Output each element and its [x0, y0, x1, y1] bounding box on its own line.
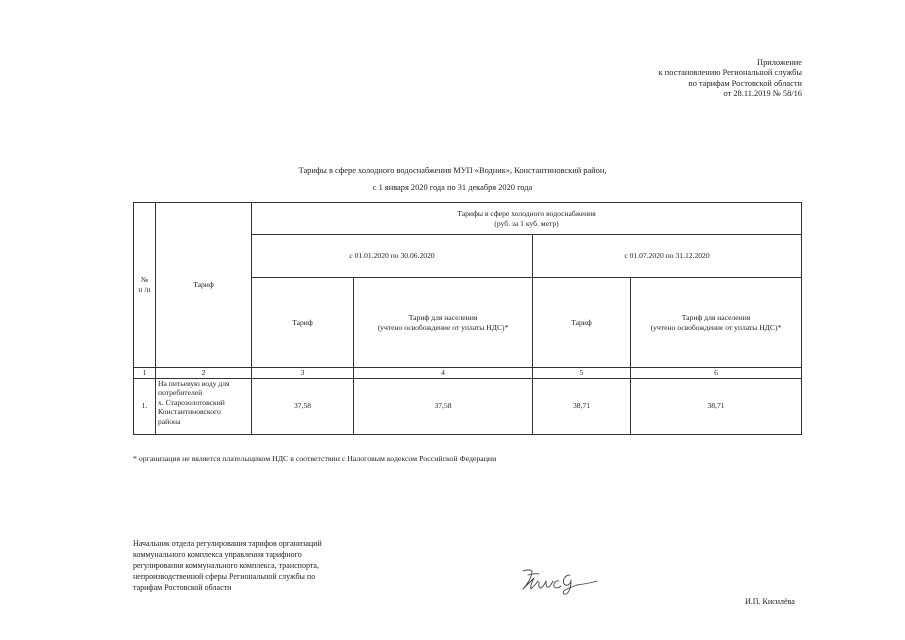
- document-title-line2: с 1 января 2020 года по 31 декабря 2020 года: [372, 183, 533, 192]
- footnote: * организация не является плательщиком НДС в соответствии с Налоговым кодексом Российской Федерации: [133, 454, 497, 463]
- appendix-line: от 28.11.2019 № 58/16: [723, 89, 802, 99]
- column-index: 6: [631, 368, 802, 379]
- column-index: 3: [252, 368, 354, 379]
- header-period-1: с 01.01.2020 по 30.06.2020: [252, 235, 533, 278]
- row-number: 1.: [134, 378, 156, 434]
- column-index: 1: [134, 368, 156, 379]
- value-cell: 38,71: [533, 378, 631, 434]
- value-cell: 38,71: [631, 378, 802, 434]
- value-cell: 37,58: [252, 378, 354, 434]
- header-number: № п /п: [134, 203, 156, 368]
- tariff-table: [133, 202, 802, 435]
- row-name: На питьевую воду для потребителей х. Старозолотовский Константиновского района: [156, 378, 252, 434]
- value-cell: 37,58: [354, 378, 533, 434]
- header-period-2: с 01.07.2020 по 31.12.2020: [533, 235, 802, 278]
- column-index: 2: [156, 368, 252, 379]
- appendix-line: Приложение: [757, 58, 802, 67]
- document-title-line1: Тарифы в сфере холодного водоснабжения МУП «Водник», Константиновский район,: [298, 166, 607, 175]
- column-index: 5: [533, 368, 631, 379]
- subheader-tariff: Тариф: [533, 278, 631, 368]
- subheader-population: Тариф для населения (учтено освобождение от уплаты НДС)*: [354, 278, 533, 368]
- signature-image: [517, 562, 601, 596]
- table-row: [134, 378, 802, 434]
- appendix-line: по тарифам Ростовской области: [688, 78, 802, 88]
- column-index: 4: [354, 368, 533, 379]
- subheader-population: Тариф для населения (учтено освобождение от уплаты НДС)*: [631, 278, 802, 368]
- header-group: Тарифы в сфере холодного водоснабжения (руб. за 1 куб. метр): [252, 203, 802, 235]
- subheader-tariff: Тариф: [252, 278, 354, 368]
- appendix-line: к постановлению Региональной службы: [658, 68, 802, 78]
- chief-title: Начальник отдела регулирования тарифов организаций коммунального комплекса управления тарифного регулирования коммунального комплекса, транспорта, непроизводственной сферы Региональной службы по тарифам Ростовской области: [133, 539, 322, 592]
- appendix-block: [659, 58, 802, 100]
- signer-name: И.П. Кисилёва: [745, 597, 795, 606]
- header-tariff: Тариф: [156, 203, 252, 368]
